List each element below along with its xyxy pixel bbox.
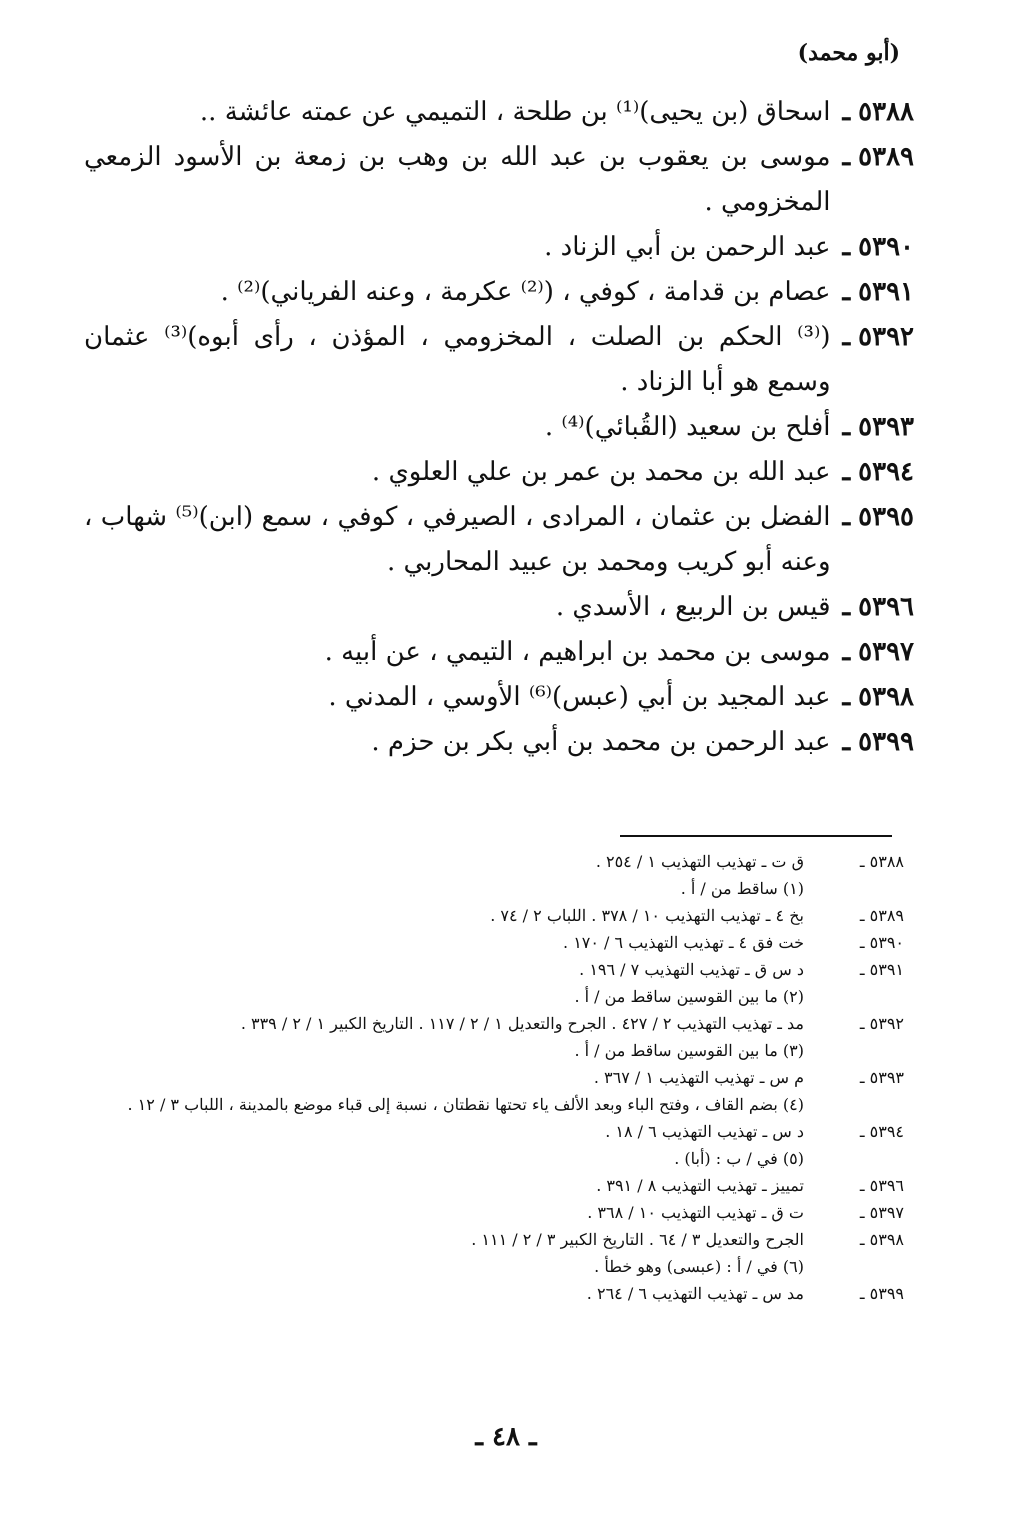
footnote-text: ق ت ـ تهذيب التهذيب ١ / ٢٥٤ . xyxy=(595,852,804,871)
entry-text: عبد المجيد بن أبي (عبس)⁽⁶⁾ الأوسي ، المدني . xyxy=(328,682,831,712)
footnote xyxy=(104,848,904,875)
entry-text: عبد الرحمن بن أبي الزناد . xyxy=(544,232,831,262)
footnote-text: (٢) ما بين القوسين ساقط من / أ . xyxy=(574,987,804,1006)
footnote-entry-ref: ٥٣٩١ ـ xyxy=(859,960,904,979)
entry-dash: ـ xyxy=(842,322,851,352)
footnote-text: (٥) في / ب : (أبا) . xyxy=(674,1149,804,1168)
footnote-text: د س ق ـ تهذيب التهذيب ٧ / ١٩٦ . xyxy=(579,960,804,979)
footnote-entry-ref xyxy=(830,875,904,902)
entry-text: (⁽³⁾ الحكم بن الصلت ، المخزومي ، المؤذن ، رأى أبوه)⁽³⁾ عثمان وسمع هو أبا الزناد . xyxy=(84,322,831,397)
entry xyxy=(84,585,914,630)
footnote-text: خت فق ٤ ـ تهذيب التهذيب ٦ / ١٧٠ . xyxy=(563,933,804,952)
entry-dash: ـ xyxy=(842,682,851,712)
entry-number: ٥٣٩٢ xyxy=(858,322,914,352)
footnote xyxy=(104,1010,904,1037)
footnote-entry-ref xyxy=(830,1037,904,1064)
footnote-entry-ref xyxy=(830,1145,904,1172)
footnote-entry-ref: ٥٣٩٧ ـ xyxy=(859,1203,904,1222)
entry-dash: ـ xyxy=(842,97,851,127)
entry xyxy=(84,135,914,225)
footnote xyxy=(104,1199,904,1226)
footnote xyxy=(104,902,904,929)
footnote xyxy=(104,1226,904,1253)
entry-number: ٥٣٩٣ xyxy=(858,412,914,442)
footnote-entry-ref: ٥٣٩٤ ـ xyxy=(859,1122,904,1141)
footnote xyxy=(104,983,904,1010)
entry-dash: ـ xyxy=(842,592,851,622)
footnote-text: مد ـ تهذيب التهذيب ٢ / ٤٢٧ . الجرح والتعديل ١ / ٢ / ١١٧ . التاريخ الكبير ١ / ٢ / ٣٣٩ . xyxy=(240,1014,804,1033)
footnote-entry-ref xyxy=(830,1253,904,1280)
entry-text: موسى بن محمد بن ابراهيم ، التيمي ، عن أبيه . xyxy=(324,637,831,667)
entry xyxy=(84,315,914,405)
footnote-entry-ref: ٥٣٨٩ ـ xyxy=(859,906,904,925)
entry-text: عبد الله بن محمد بن عمر بن علي العلوي . xyxy=(371,457,831,487)
entry-dash: ـ xyxy=(842,277,851,307)
footnote-text: د س ـ تهذيب التهذيب ٦ / ١٨ . xyxy=(605,1122,804,1141)
entry-number: ٥٣٩٩ xyxy=(858,727,914,757)
footnote-entry-ref: ٥٣٨٨ ـ xyxy=(859,852,904,871)
entry-text: موسى بن يعقوب بن عبد الله بن وهب بن زمعة بن الأسود الزمعي المخزومي . xyxy=(84,142,831,217)
entry-number: ٥٣٨٨ xyxy=(858,97,914,127)
entry-text: قيس بن الربيع ، الأسدي . xyxy=(555,592,831,622)
entry xyxy=(84,450,914,495)
footnote-text: (٦) في / أ : (عبسى) وهو خطأ . xyxy=(594,1257,804,1276)
footnote-text: (٤) بضم القاف ، وفتح الباء وبعد الألف ياء تحتها نقطتان ، نسبة إلى قباء موضع بالمدينة ، اللباب ٣ / ١٢ . xyxy=(127,1095,804,1114)
entry-dash: ـ xyxy=(842,457,851,487)
footnote-entry-ref: ٥٣٩٦ ـ xyxy=(859,1176,904,1195)
footnote xyxy=(104,929,904,956)
entry-number: ٥٣٩١ xyxy=(858,277,914,307)
entry-dash: ـ xyxy=(842,412,851,442)
entry-number: ٥٣٩٥ xyxy=(858,502,914,532)
entry-dash: ـ xyxy=(842,637,851,667)
entry-dash: ـ xyxy=(842,142,851,172)
footnote-text: ت ق ـ تهذيب التهذيب ١٠ / ٣٦٨ . xyxy=(587,1203,804,1222)
footnotes-list xyxy=(104,848,904,1307)
footnote-divider xyxy=(620,835,892,837)
entry-number: ٥٣٩٠ xyxy=(858,232,914,262)
footnote-text: مد س ـ تهذيب التهذيب ٦ / ٢٦٤ . xyxy=(586,1284,804,1303)
footnote xyxy=(104,956,904,983)
footnote-text: بخ ٤ ـ تهذيب التهذيب ١٠ / ٣٧٨ . اللباب ٢ / ٧٤ . xyxy=(490,906,804,925)
footnote xyxy=(104,1037,904,1064)
entry-number: ٥٣٩٧ xyxy=(858,637,914,667)
entry xyxy=(84,630,914,675)
footnote-entry-ref: ٥٣٩٢ ـ xyxy=(859,1014,904,1033)
footnote-text: (١) ساقط من / أ . xyxy=(680,879,804,898)
entry xyxy=(84,270,914,315)
entry xyxy=(84,495,914,585)
footnote xyxy=(104,1253,904,1280)
entry xyxy=(84,90,914,135)
entry-number: ٥٣٩٨ xyxy=(858,682,914,712)
entry-number: ٥٣٩٤ xyxy=(858,457,914,487)
entry-dash: ـ xyxy=(842,727,851,757)
entry-text: اسحاق (بن يحيى)⁽¹⁾ بن طلحة ، التميمي عن عمته عائشة .. xyxy=(199,97,831,127)
footnote-entry-ref xyxy=(830,1091,904,1118)
entry-number: ٥٣٨٩ xyxy=(858,142,914,172)
entry-text: الفضل بن عثمان ، المرادى ، الصيرفي ، كوفي ، سمع (ابن)⁽⁵⁾ شهاب ، وعنه أبو كريب ومحمد بن عبيد المحاربي . xyxy=(84,502,831,577)
footnote-text: م س ـ تهذيب التهذيب ١ / ٣٦٧ . xyxy=(593,1068,804,1087)
footnote-text: الجرح والتعديل ٣ / ٦٤ . التاريخ الكبير ٣ / ٢ / ١١١ . xyxy=(471,1230,804,1249)
footnote xyxy=(104,875,904,902)
entry-text: عبد الرحمن بن محمد بن أبي بكر بن حزم . xyxy=(371,727,831,757)
footnote-entry-ref: ٥٣٩٣ ـ xyxy=(859,1068,904,1087)
entry-dash: ـ xyxy=(842,232,851,262)
entry xyxy=(84,675,914,720)
entry xyxy=(84,405,914,450)
entries-list xyxy=(84,90,914,765)
entry xyxy=(84,225,914,270)
entry-text: عصام بن قدامة ، كوفي ، (⁽²⁾ عكرمة ، وعنه الفرياني)⁽²⁾ . xyxy=(220,277,831,307)
footnote-entry-ref xyxy=(830,983,904,1010)
footnote xyxy=(104,1091,904,1118)
footnote-entry-ref: ٥٣٩٠ ـ xyxy=(859,933,904,952)
entry-number: ٥٣٩٦ xyxy=(858,592,914,622)
entry-dash: ـ xyxy=(842,502,851,532)
footnote xyxy=(104,1172,904,1199)
footnote xyxy=(104,1145,904,1172)
running-header: (أبو محمد) xyxy=(797,40,900,66)
footnote-entry-ref: ٥٣٩٨ ـ xyxy=(859,1230,904,1249)
footnote xyxy=(104,1118,904,1145)
footnote-text: تمييز ـ تهذيب التهذيب ٨ / ٣٩١ . xyxy=(596,1176,804,1195)
footnote-text: (٣) ما بين القوسين ساقط من / أ . xyxy=(574,1041,804,1060)
entry xyxy=(84,720,914,765)
entry-text: أفلح بن سعيد (القُبائي)⁽⁴⁾ . xyxy=(544,412,831,442)
footnote xyxy=(104,1064,904,1091)
footnote-entry-ref: ٥٣٩٩ ـ xyxy=(859,1284,904,1303)
page-number: ـ ٤٨ ـ xyxy=(475,1422,537,1452)
footnote xyxy=(104,1280,904,1307)
